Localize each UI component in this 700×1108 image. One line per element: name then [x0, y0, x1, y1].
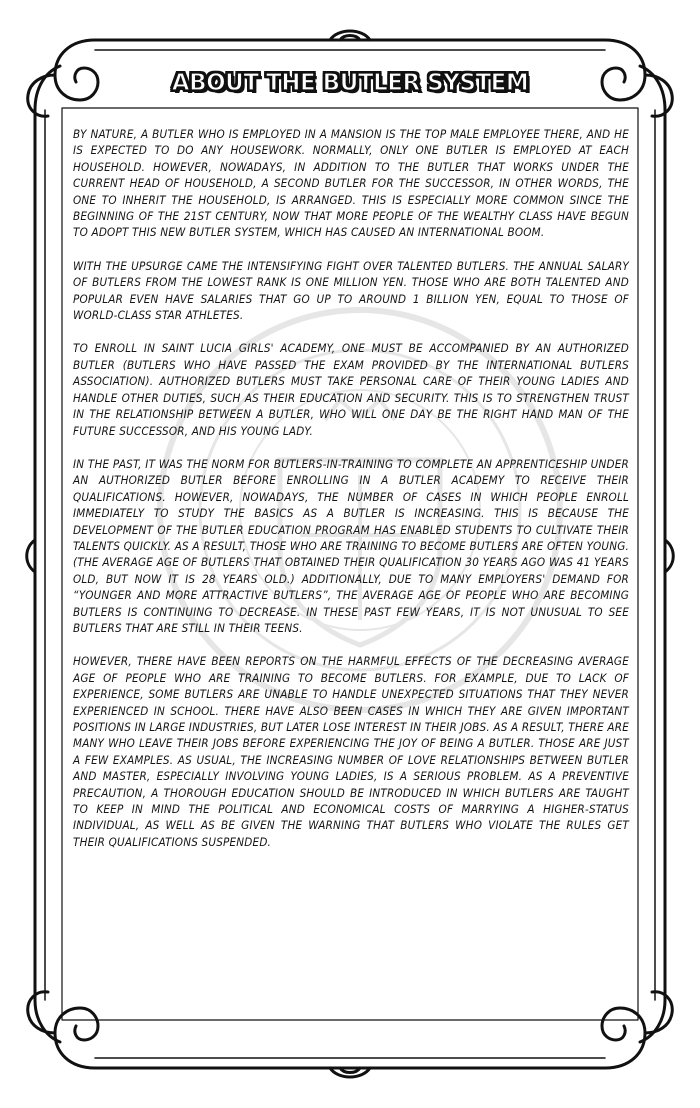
paragraph-1: BY NATURE, A BUTLER WHO IS EMPLOYED IN A MANSION IS THE TOP MALE EMPLOYEE THERE, AND HE IS EXPECTED TO DO ANY HOUSEWORK. NORMALLY, ONLY ONE BUTLER IS EMPLOYED AT EACH HOUSEHOLD. HOWEVER, NOWADAYS, IN ADDITION TO THE BUTLER THAT WORKS UNDER THE CURRENT HEAD OF HOUSEHOLD, A SECOND BUTLER FOR THE SUCCESSOR, IN OTHER WORDS, THE ONE TO INHERIT THE HOUSEHOLD, IS ARRANGED. THIS IS ESPECIALLY MORE COMMON SINCE THE BEGINNING OF THE 21ST CENTURY, NOW THAT MORE PEOPLE OF THE WEALTHY CLASS HAVE BEGUN TO ADOPT THIS NEW BUTLER SYSTEM, WHICH HAS CAUSED AN INTERNATIONAL BOOM.	[73, 127, 629, 240]
article-body	[73, 126, 629, 867]
title-banner	[0, 70, 700, 96]
paragraph-3: TO ENROLL IN SAINT LUCIA GIRLS' ACADEMY, ONE MUST BE ACCOMPANIED BY AN AUTHORIZED BUTLER (BUTLERS WHO HAVE PASSED THE EXAM PROVIDED BY THE INTERNATIONAL BUTLERS ASSOCIATION). AUTHORIZED BUTLERS MUST TAKE PERSONAL CARE OF THEIR YOUNG LADIES AND HANDLE OTHER DUTIES, SUCH AS THEIR EDUCATION AND SECURITY. THIS IS TO STRENGTHEN TRUST IN THE RELATIONSHIP BETWEEN A BUTLER, WHO WILL ONE DAY BE THE RIGHT HAND MAN OF THE FUTURE SUCCESSOR, AND HIS YOUNG LADY.	[73, 341, 629, 438]
page-title: ABOUT THE BUTLER SYSTEM	[171, 70, 529, 96]
paragraph-4: IN THE PAST, IT WAS THE NORM FOR BUTLERS-IN-TRAINING TO COMPLETE AN APPRENTICESHIP UNDER AN AUTHORIZED BUTLER BEFORE ENROLLING IN A BUTLER ACADEMY TO RECEIVE THEIR QUALIFICATIONS. HOWEVER, NOWADAYS, THE NUMBER OF CASES IN WHICH PEOPLE ENROLL IMMEDIATELY TO STUDY THE BASICS AS A BUTLER IS INCREASING. THIS IS BECAUSE THE DEVELOPMENT OF THE BUTLER EDUCATION PROGRAM HAS ENABLED STUDENTS TO CULTIVATE THEIR TALENTS QUICKLY. AS A RESULT, THOSE WHO ARE TRAINING TO BECOME BUTLERS ARE OFTEN YOUNG. (THE AVERAGE AGE OF BUTLERS THAT OBTAINED THEIR QUALIFICATION 30 YEARS AGO WAS 41 YEARS OLD, BUT NOW IT IS 28 YEARS OLD.) ADDITIONALLY, DUE TO MANY EMPLOYERS' DEMAND FOR “YOUNGER AND MORE ATTRACTIVE BUTLERS”, THE AVERAGE AGE OF PEOPLE WHO ARE BECOMING BUTLERS IS CONTINUING TO DECREASE. IN THESE PAST FEW YEARS, IT IS NOT UNUSUAL TO SEE BUTLERS THAT ARE STILL IN THEIR TEENS.	[73, 456, 629, 635]
paragraph-2: WITH THE UPSURGE CAME THE INTENSIFYING FIGHT OVER TALENTED BUTLERS. THE ANNUAL SALARY OF BUTLERS FROM THE LOWEST RANK IS ONE MILLION YEN. THOSE WHO ARE BOTH TALENTED AND POPULAR EVEN HAVE SALARIES THAT GO UP TO AROUND 1 BILLION YEN, EQUAL TO THOSE OF WORLD-CLASS STAR ATHLETES.	[73, 258, 629, 323]
paragraph-5: HOWEVER, THERE HAVE BEEN REPORTS ON THE HARMFUL EFFECTS OF THE DECREASING AVERAGE AGE OF PEOPLE WHO ARE TRAINING TO BECOME BUTLERS. FOR EXAMPLE, DUE TO LACK OF EXPERIENCE, SOME BUTLERS ARE UNABLE TO HANDLE UNEXPECTED SITUATIONS THAT THEY NEVER EXPERIENCED IN SCHOOL. THERE HAVE ALSO BEEN CASES IN WHICH THEY ARE GIVEN IMPORTANT POSITIONS IN LARGE INDUSTRIES, BUT LATER LOSE INTEREST IN THEIR JOBS. AS A RESULT, THERE ARE MANY WHO LEAVE THEIR JOBS BEFORE EXPERIENCING THE JOY OF BEING A BUTLER. THOSE ARE JUST A FEW EXAMPLES. AS USUAL, THE INCREASING NUMBER OF LOVE RELATIONSHIPS BETWEEN BUTLER AND MASTER, ESPECIALLY INVOLVING YOUNG LADIES, IS A SERIOUS PROBLEM. AS A PREVENTIVE PRECAUTION, A THOROUGH EDUCATION SHOULD BE INTRODUCED IN WHICH BUTLERS ARE TAUGHT TO KEEP IN MIND THE POLITICAL AND ECONOMICAL COSTS OF MARRYING A HIGHER-STATUS INDIVIDUAL, AS WELL AS BE GIVEN THE WARNING THAT BUTLERS WHO VIOLATE THE RULES GET THEIR QUALIFICATIONS SUSPENDED.	[73, 654, 629, 849]
